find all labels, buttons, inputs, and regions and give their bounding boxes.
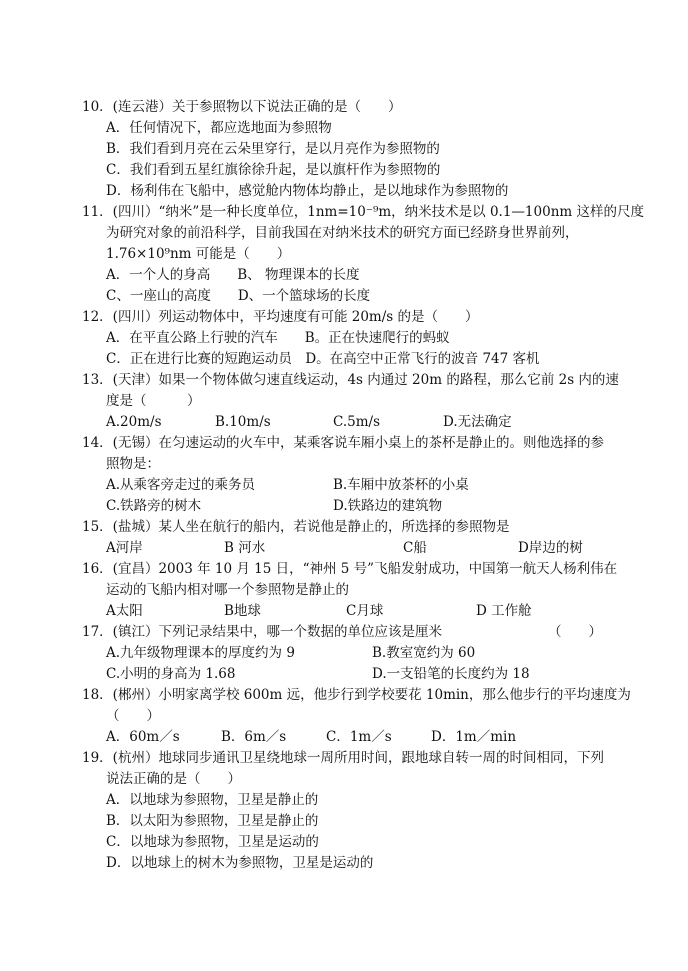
question-15-option-b: B 河水	[224, 540, 266, 556]
question-10-option-a: A．任何情况下，都应选地面为参照物	[106, 120, 332, 136]
question-11-stem-line-3: 1.76×10⁹nm 可能是（ ）	[106, 246, 291, 262]
question-19-stem-line-1: 19．(杭州）地球同步通讯卫星绕地球一周所用时间，跟地球自转一周的时间相同，下列	[82, 750, 604, 766]
question-17-stem: 17．(镇江）下列记录结果中，哪一个数据的单位应该是厘米	[82, 624, 442, 640]
question-18-option-d: D．1m／min	[431, 729, 517, 745]
question-19-stem-line-2: 说法正确的是（ ）	[106, 771, 241, 787]
question-11-stem-line-1: 11．(四川）“纳米”是一种长度单位，1nm=10⁻⁹m，纳米技术是以 0.1—100nm 这样的尺度	[82, 204, 644, 220]
question-19-option-d: D．以地球上的树木为参照物，卫星是运动的	[106, 855, 374, 871]
question-13-stem-line-1: 13．(天津）如果一个物体做匀速直线运动，4s 内通过 20m 的路程，那么它前 2s 内的速	[82, 372, 619, 388]
question-11-stem-line-2: 为研究对象的前沿科学，目前我国在对纳米技术的研究方面已经跻身世界前列，	[106, 225, 579, 241]
question-14-stem-line-1: 14．(无锡）在匀速运动的火车中，某乘客说车厢小桌上的茶杯是静止的。则他选择的参	[82, 435, 604, 451]
question-16-option-a: A太阳	[106, 603, 143, 619]
question-15-option-d: D岸边的树	[518, 540, 583, 556]
question-15-option-a: A河岸	[106, 540, 143, 556]
question-13-option-b: B.10m/s	[215, 414, 271, 430]
question-12-stem: 12．(四川）列运动物体中，平均速度有可能 20m/s 的是（ ）	[82, 309, 479, 325]
question-18-stem-line-1: 18．(郴州）小明家离学校 600m 远，他步行到学校要花 10min，那么他步行的平均速度为	[82, 687, 631, 703]
question-15-option-c: C船	[403, 540, 427, 556]
question-15-stem: 15．(盐城）某人坐在航行的船内，若说他是静止的，所选择的参照物是	[82, 519, 510, 535]
question-14-option-c: C.铁路旁的树木	[106, 498, 202, 514]
question-17-option-a: A.九年级物理课本的厚度约为 9	[106, 645, 295, 661]
question-12-options-cd: C．正在进行比赛的短跑运动员 D。在高空中正常飞行的波音 747 客机	[106, 351, 540, 367]
question-16-option-b: B地球	[224, 603, 261, 619]
question-17-option-c: C.小明的身高为 1.68	[106, 666, 236, 682]
question-19-option-a: A．以地球为参照物，卫星是静止的	[106, 792, 319, 808]
question-13-option-d: D.无法确定	[443, 414, 512, 430]
question-16-option-d: D 工作舱	[476, 603, 532, 619]
question-10-stem: 10．(连云港）关于参照物以下说法正确的是（ ）	[82, 99, 402, 115]
question-19-option-c: C．以地球为参照物，卫星是运动的	[106, 834, 319, 850]
question-18-option-b: B．6m／s	[221, 729, 287, 745]
question-11-options-cd: C、一座山的高度 D、一个篮球场的长度	[106, 288, 371, 304]
question-14-option-b: B.车厢中放茶杯的小桌	[333, 477, 469, 493]
question-14-option-d: D.铁路边的建筑物	[333, 498, 443, 514]
question-13-option-c: C.5m/s	[333, 414, 381, 430]
question-14-stem-line-2: 照物是：	[106, 456, 160, 472]
question-19-option-b: B．以太阳为参照物，卫星是静止的	[106, 813, 319, 829]
question-16-stem-line-1: 16．(宜昌）2003 年 10 月 15 日，“神州 5 号”飞船发射成功，中国第一航天人杨利伟在	[82, 561, 618, 577]
question-18-stem-line-2: （ ）	[106, 708, 160, 724]
question-18-option-a: A．60m／s	[106, 729, 180, 745]
question-16-stem-line-2: 运动的飞船内相对哪一个参照物是静止的	[106, 582, 349, 598]
question-10-option-d: D．杨利伟在飞船中，感觉舱内物体均静止，是以地球作为参照物的	[106, 183, 509, 199]
question-10-option-b: B．我们看到月亮在云朵里穿行，是以月亮作为参照物的	[106, 141, 440, 157]
question-12-options-ab: A．在平直公路上行驶的汽车 B。正在快速爬行的蚂蚁	[106, 330, 450, 346]
question-18-option-c: C．1m／s	[326, 729, 392, 745]
question-14-option-a: A.从乘客旁走过的乘务员	[106, 477, 256, 493]
question-13-stem-line-2: 度是（ ）	[106, 393, 201, 409]
question-13-option-a: A.20m/s	[106, 414, 162, 430]
question-17-option-b: B.教室宽约为 60	[372, 645, 476, 661]
question-17-option-d: D.一支铅笔的长度约为 18	[372, 666, 530, 682]
question-11-options-ab: A．一个人的身高 B、 物理课本的长度	[106, 267, 360, 283]
question-10-option-c: C．我们看到五星红旗徐徐升起，是以旗杆作为参照物的	[106, 162, 441, 178]
question-16-option-c: C月球	[346, 603, 384, 619]
question-17-answer-bracket: （ ）	[548, 624, 602, 640]
